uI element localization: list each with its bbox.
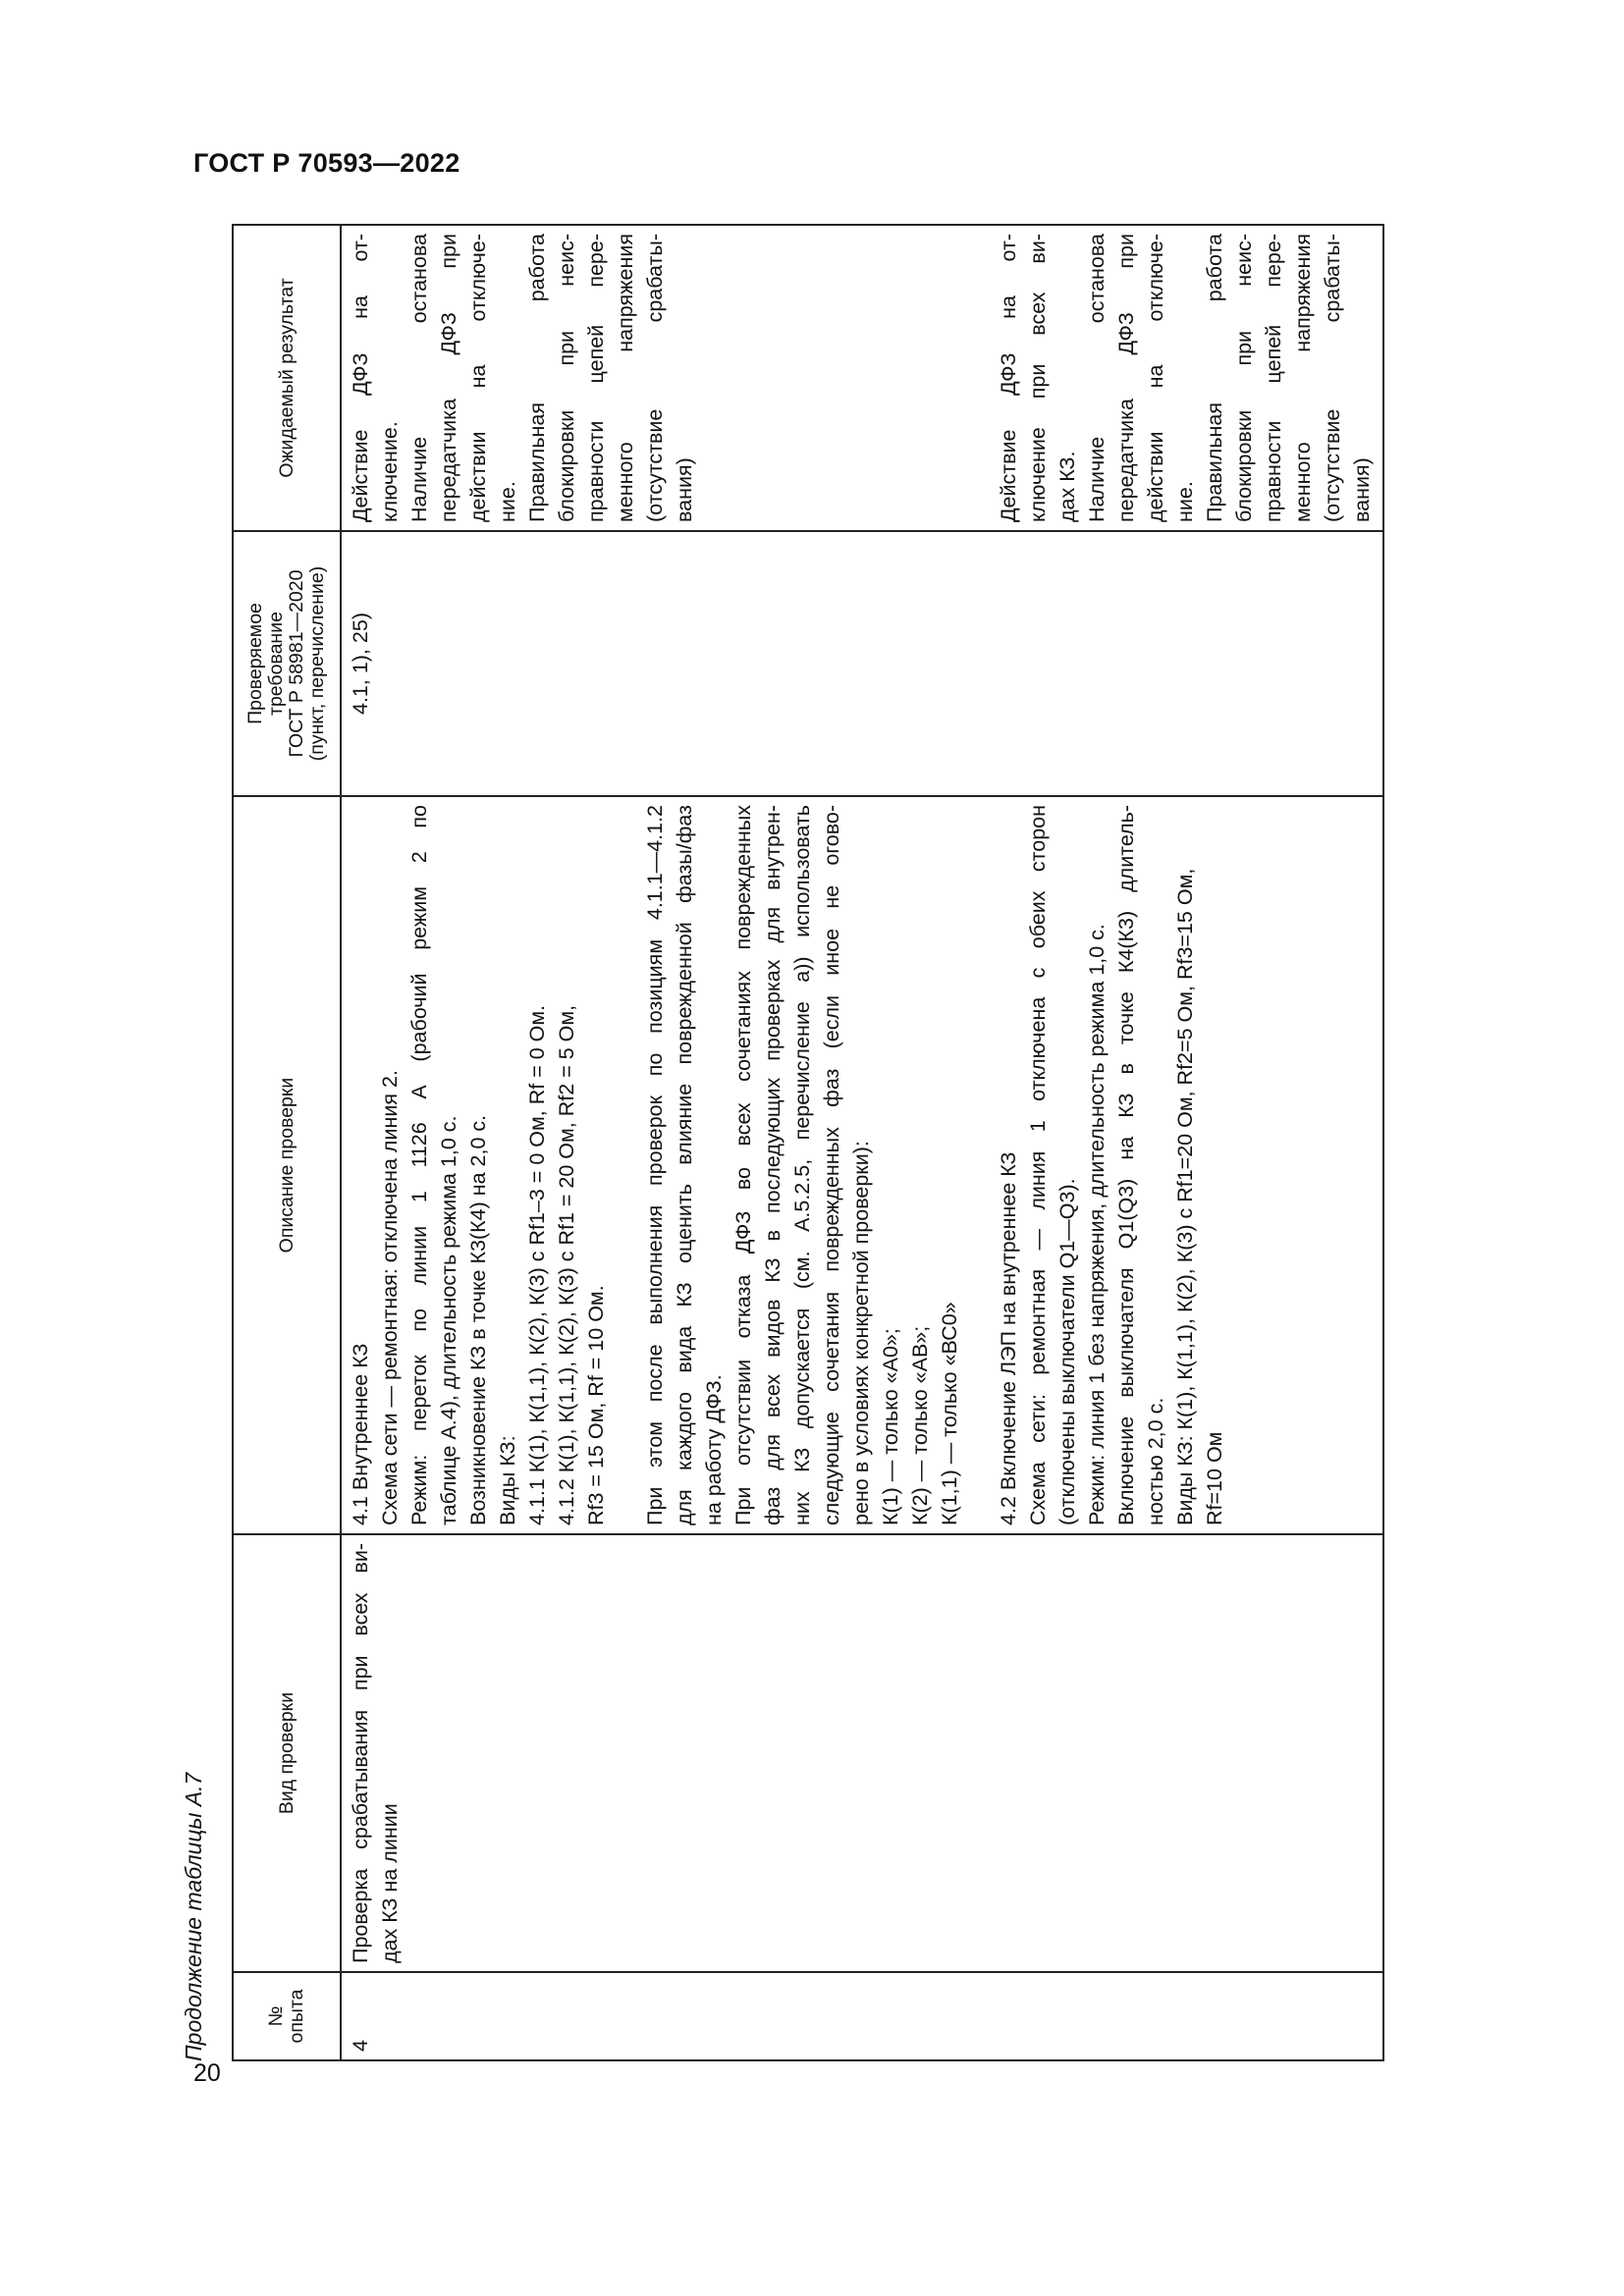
- result-line: действии на отключе-: [1144, 234, 1167, 522]
- desc-line: К(2) — только «АВ»;: [908, 1325, 932, 1525]
- cell-desc: [341, 796, 1383, 1534]
- result-line: правности цепей пере-: [1262, 234, 1285, 522]
- header-result: Ожидаемый результат: [233, 225, 341, 531]
- header-req-line4: (пункт, перечисление): [306, 565, 328, 762]
- desc-line: Виды КЗ: К(1), К(1,1), К(2), К(3) с Rf1=20 Ом, Rf2=5 Ом, Rf3=15 Ом,: [1173, 868, 1197, 1525]
- table-caption: Продолжение таблицы А.7: [181, 1772, 206, 2061]
- desc-line: Схема сети: ремонтная — линия 1 отключена с обеих сторон: [1026, 805, 1050, 1525]
- desc-line: рено в условиях конкретной проверки):: [849, 1141, 873, 1525]
- result-line: передатчика ДФЗ при: [1114, 234, 1138, 522]
- result-line: (отсутствие срабаты-: [1321, 234, 1344, 522]
- desc-line: К(1) — только «А0»;: [879, 1328, 902, 1525]
- desc-line: Возникновение КЗ в точке К3(К4) на 2,0 с.: [466, 1114, 490, 1525]
- desc-line: 4.1.1 К(1), К(1,1), К(2), К(3) с Rf1–3 = 0 Ом, Rf = 0 Ом.: [525, 1004, 549, 1525]
- cell-requirement: 4.1, 1), 25): [341, 531, 1383, 796]
- cell-result: [341, 225, 1383, 531]
- result-line: менного напряжения: [1291, 234, 1315, 522]
- desc-line: Режим: линия 1 без напряжения, длительность режима 1,0 с.: [1085, 924, 1109, 1525]
- desc-block-internal-fault: [346, 805, 611, 1525]
- desc-line: для каждого вида КЗ оценить влияние поврежденной фазы/фаз: [673, 805, 696, 1525]
- desc-line: следующие сочетания поврежденных фаз (если иное не огово-: [820, 805, 843, 1525]
- desc-line: 4.2 Включение ЛЭП на внутреннее КЗ: [997, 1151, 1020, 1525]
- table-header-row: [233, 225, 341, 2060]
- result-line: менного напряжения: [614, 234, 637, 522]
- result-line: ключение.: [378, 421, 402, 522]
- result-line: Действие ДФЗ на от-: [349, 234, 372, 522]
- desc-line: При этом после выполнения проверок по позициям 4.1.1—4.1.2: [643, 805, 667, 1525]
- cell-num: 4: [341, 1972, 1383, 2060]
- result-line: ключение при всех ви-: [1026, 234, 1050, 522]
- table-row: [341, 225, 1383, 2060]
- desc-line: Схема сети — ремонтная: отключена линия 2.: [378, 1070, 402, 1525]
- desc-line: Виды КЗ:: [496, 1435, 519, 1525]
- result-line: блокировки при неис-: [1232, 234, 1256, 522]
- desc-line: них КЗ допускается (см. А.5.2.5, перечисление а)) использовать: [790, 805, 814, 1525]
- result-block-1: [346, 234, 699, 522]
- desc-line: на работу ДФЗ.: [702, 1374, 726, 1525]
- header-kind: Вид проверки: [233, 1534, 341, 1972]
- result-line: вания): [1350, 457, 1374, 522]
- result-line: ние.: [496, 481, 519, 522]
- result-line: (отсутствие срабаты-: [643, 234, 667, 522]
- result-line: Действие ДФЗ на от-: [997, 234, 1020, 522]
- page-number: 20: [193, 2059, 221, 2087]
- desc-line: К(1,1) — только «ВС0»: [938, 1302, 961, 1525]
- result-line: дах КЗ.: [1056, 451, 1079, 522]
- rotated-table-area: [169, 226, 1384, 2061]
- desc-line: ностью 2,0 с.: [1144, 1397, 1167, 1525]
- header-req: [233, 531, 341, 796]
- header-req-line2: требование: [265, 612, 287, 716]
- result-block-2: [994, 234, 1377, 522]
- desc-line: таблице А.4), длительность режима 1,0 с.: [437, 1115, 460, 1525]
- header-req-line3: ГОСТ Р 58981—2020: [286, 569, 307, 758]
- result-line: Наличие останова: [1085, 234, 1109, 522]
- result-line: вания): [673, 457, 696, 522]
- result-line: передатчика ДФЗ при: [437, 234, 460, 522]
- result-line: действии на отключе-: [466, 234, 490, 522]
- desc-line: фаз для всех видов КЗ в последующих проверках для внутрен-: [761, 805, 785, 1525]
- result-line: правности цепей пере-: [584, 234, 608, 522]
- result-line: блокировки при неис-: [555, 234, 578, 522]
- desc-line: Rf3 = 15 Ом, Rf = 10 Ом.: [584, 1285, 608, 1525]
- header-desc: Описание проверки: [233, 796, 341, 1534]
- desc-block-phase-combinations: [640, 805, 964, 1525]
- header-num-line1: №: [265, 2005, 287, 2027]
- result-line: Правильная работа: [525, 234, 549, 522]
- desc-line: Включение выключателя Q1(Q3) на КЗ в точке К4(К3) длитель-: [1114, 805, 1138, 1525]
- header-num: [233, 1972, 341, 2060]
- header-req-line1: Проверяемое: [244, 603, 266, 724]
- desc-line: 4.1 Внутреннее КЗ: [349, 1343, 372, 1525]
- desc-line: При отсутствии отказа ДФЗ во всех сочетаниях поврежденных: [731, 805, 755, 1525]
- table: [232, 224, 1384, 2061]
- desc-line: Rf=10 Ом: [1203, 1431, 1226, 1525]
- cell-kind: [341, 1534, 1383, 1972]
- result-line: Правильная работа: [1203, 234, 1226, 522]
- kind-line: Проверка срабатывания при всех ви-: [349, 1543, 372, 1963]
- desc-line: (отключены выключатели Q1—Q3).: [1056, 1178, 1079, 1525]
- desc-line: 4.1.2 К(1), К(1,1), К(2), К(3) с Rf1 = 20 Ом, Rf2 = 5 Ом,: [555, 1004, 578, 1525]
- desc-block-line-energizing: [994, 805, 1229, 1525]
- header-num-line2: опыта: [286, 1989, 307, 2044]
- kind-line: дах КЗ на линии: [378, 1803, 402, 1963]
- document-code: ГОСТ Р 70593—2022: [193, 148, 460, 178]
- desc-line: Режим: переток по линии 1 1126 А (рабочий режим 2 по: [407, 805, 431, 1525]
- result-line: ние.: [1173, 481, 1197, 522]
- result-line: Наличие останова: [407, 234, 431, 522]
